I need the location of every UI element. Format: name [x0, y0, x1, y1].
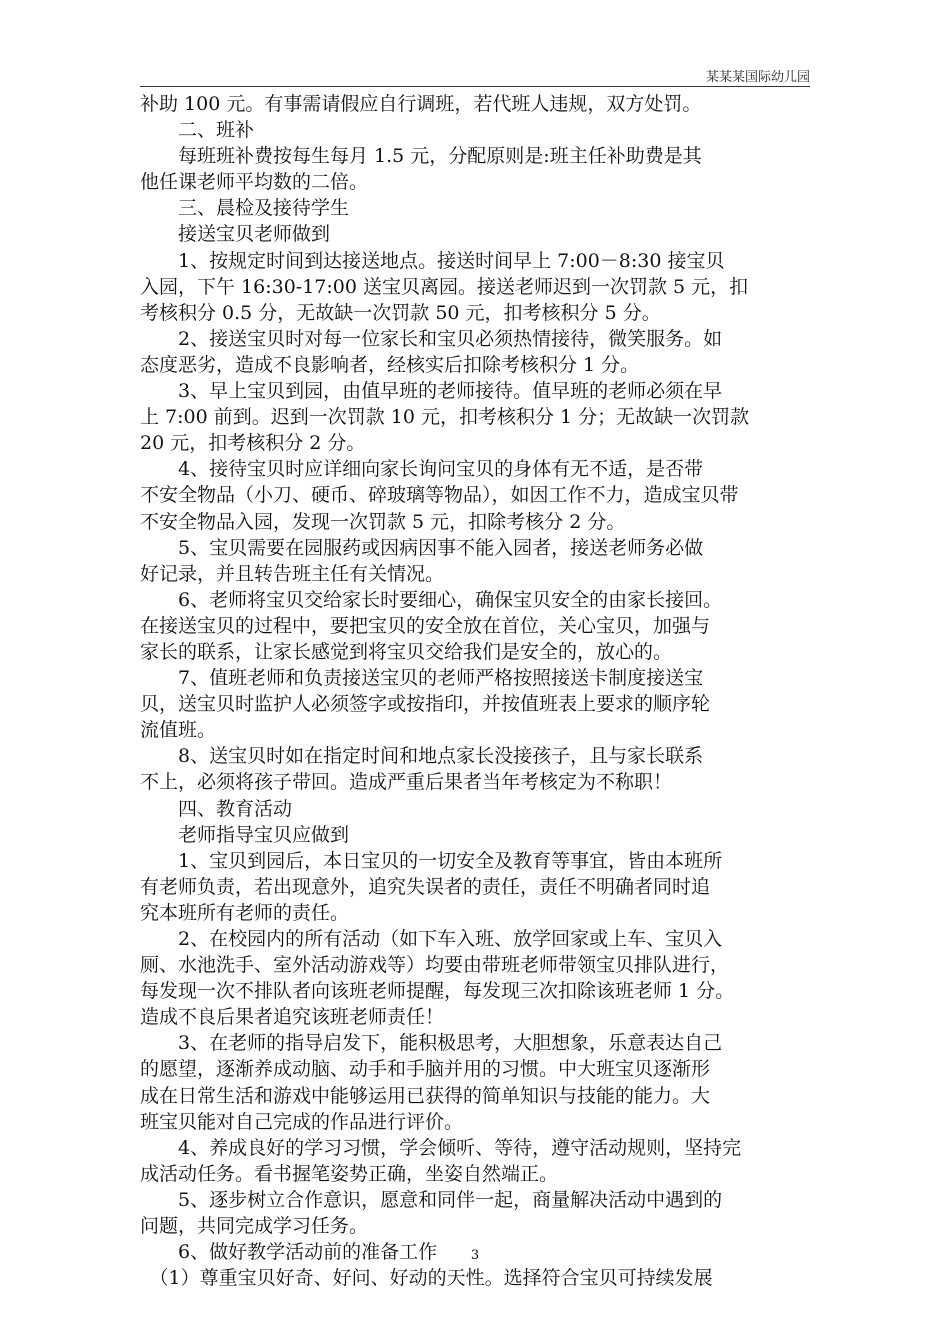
text-line: 四、教育活动	[140, 797, 293, 820]
text-line: 5、宝贝需要在园服药或因病因事不能入园者，接送老师务必做	[140, 536, 704, 559]
text-line: 1、宝贝到园后，本日宝贝的一切安全及教育等事宜，皆由本班所	[140, 849, 723, 872]
text-line: 流值班。	[140, 719, 217, 742]
text-line: 6、做好教学活动前的准备工作	[140, 1241, 438, 1264]
text-line: 入园，下午 16:30-17:00 送宝贝离园。接送老师迟到一次罚款 5 元，扣	[140, 275, 749, 298]
text-line: 每发现一次不排队者向该班老师提醒，每发现三次扣除该班老师 1 分。	[140, 980, 735, 1003]
text-line: 7、值班老师和负责接送宝贝的老师严格按照接送卡制度接送宝	[140, 667, 704, 690]
text-line: 二、班补	[140, 119, 255, 142]
text-line: 6、老师将宝贝交给家长时要细心，确保宝贝安全的由家长接回。	[140, 588, 723, 611]
text-line: 在接送宝贝的过程中，要把宝贝的安全放在首位，关心宝贝，加强与	[140, 614, 711, 637]
text-line: 有老师负责，若出现意外，追究失误者的责任，责任不明确者同时追	[140, 875, 711, 898]
text-line: 究本班所有老师的责任。	[140, 901, 350, 924]
text-line: 厕、水池洗手、室外活动游戏等）均要由带班老师带领宝贝排队进行，	[140, 954, 730, 977]
text-line: 三、晨检及接待学生	[140, 197, 350, 220]
text-line: 贝，送宝贝时监护人必须签字或按指印，并按值班表上要求的顺序轮	[140, 693, 711, 716]
text-line: 问题，共同完成学习任务。	[140, 1215, 369, 1238]
text-line: 好记录，并且转告班主任有关情况。	[140, 562, 445, 585]
text-line: 的愿望，逐渐养成动脑、动手和手脑并用的习惯。中大班宝贝逐渐形	[140, 1058, 711, 1081]
text-line: 不安全物品入园，发现一次罚款 5 元，扣除考核分 2 分。	[140, 510, 626, 533]
text-line: 接送宝贝老师做到	[140, 223, 331, 246]
page-number: 3	[470, 1248, 480, 1263]
text-line: 他任课老师平均数的二倍。	[140, 171, 369, 194]
text-line: 4、养成良好的学习习惯，学会倾听、等待，遵守活动规则，坚持完	[140, 1136, 742, 1159]
text-line: 不安全物品（小刀、硬币、碎玻璃等物品），如因工作不力，造成宝贝带	[140, 484, 739, 507]
text-line: 成在日常生活和游戏中能够运用已获得的简单知识与技能的能力。大	[140, 1084, 711, 1107]
text-line: 2、接送宝贝时对每一位家长和宝贝必须热情接待，微笑服务。如	[140, 327, 723, 350]
text-line: 成活动任务。看书握笔姿势正确，坐姿自然端正。	[140, 1162, 559, 1185]
text-line: 20 元，扣考核积分 2 分。	[140, 432, 366, 455]
text-line: 1、按规定时间到达接送地点。接送时间早上 7:00－8:30 接宝贝	[140, 249, 725, 272]
text-line: 3、早上宝贝到园，由值早班的老师接待。值早班的老师必须在早	[140, 380, 723, 403]
text-line: 每班班补费按每生每月 1.5 元，分配原则是:班主任补助费是其	[140, 145, 702, 168]
text-line: 态度恶劣，造成不良影响者，经核实后扣除考核积分 1 分。	[140, 353, 640, 376]
text-line: 家长的联系，让家长感觉到将宝贝交给我们是安全的，放心的。	[140, 640, 673, 663]
page-header-org-name: 某某某国际幼儿园	[705, 70, 810, 85]
text-line: （1）尊重宝贝好奇、好问、好动的天性。选择符合宝贝可持续发展	[140, 1267, 713, 1290]
text-line: 3、在老师的指导启发下，能积极思考，大胆想象，乐意表达自己	[140, 1032, 723, 1055]
document-body	[140, 91, 820, 1291]
text-line: 4、接待宝贝时应详细向家长询问宝贝的身体有无不适，是否带	[140, 458, 704, 481]
text-line: 造成不良后果者追究该班老师责任！	[140, 1006, 445, 1029]
text-line: 上 7:00 前到。迟到一次罚款 10 元，扣考核积分 1 分；无故缺一次罚款	[140, 406, 750, 429]
text-line: 8、送宝贝时如在指定时间和地点家长没接孩子，且与家长联系	[140, 745, 704, 768]
text-line: 老师指导宝贝应做到	[140, 823, 350, 846]
text-line: 补助 100 元。有事需请假应自行调班，若代班人违规，双方处罚。	[140, 93, 702, 115]
text-line: 不上，必须将孩子带回。造成严重后果者当年考核定为不称职！	[140, 771, 673, 794]
text-line: 考核积分 0.5 分，无故缺一次罚款 50 元，扣考核积分 5 分。	[140, 301, 661, 324]
text-line: 5、逐步树立合作意识，愿意和同伴一起，商量解决活动中遇到的	[140, 1188, 723, 1211]
text-line: 2、在校园内的所有活动（如下车入班、放学回家或上车、宝贝入	[140, 928, 723, 950]
text-line: 班宝贝能对自己完成的作品进行评价。	[140, 1110, 464, 1133]
header-divider	[140, 86, 810, 87]
